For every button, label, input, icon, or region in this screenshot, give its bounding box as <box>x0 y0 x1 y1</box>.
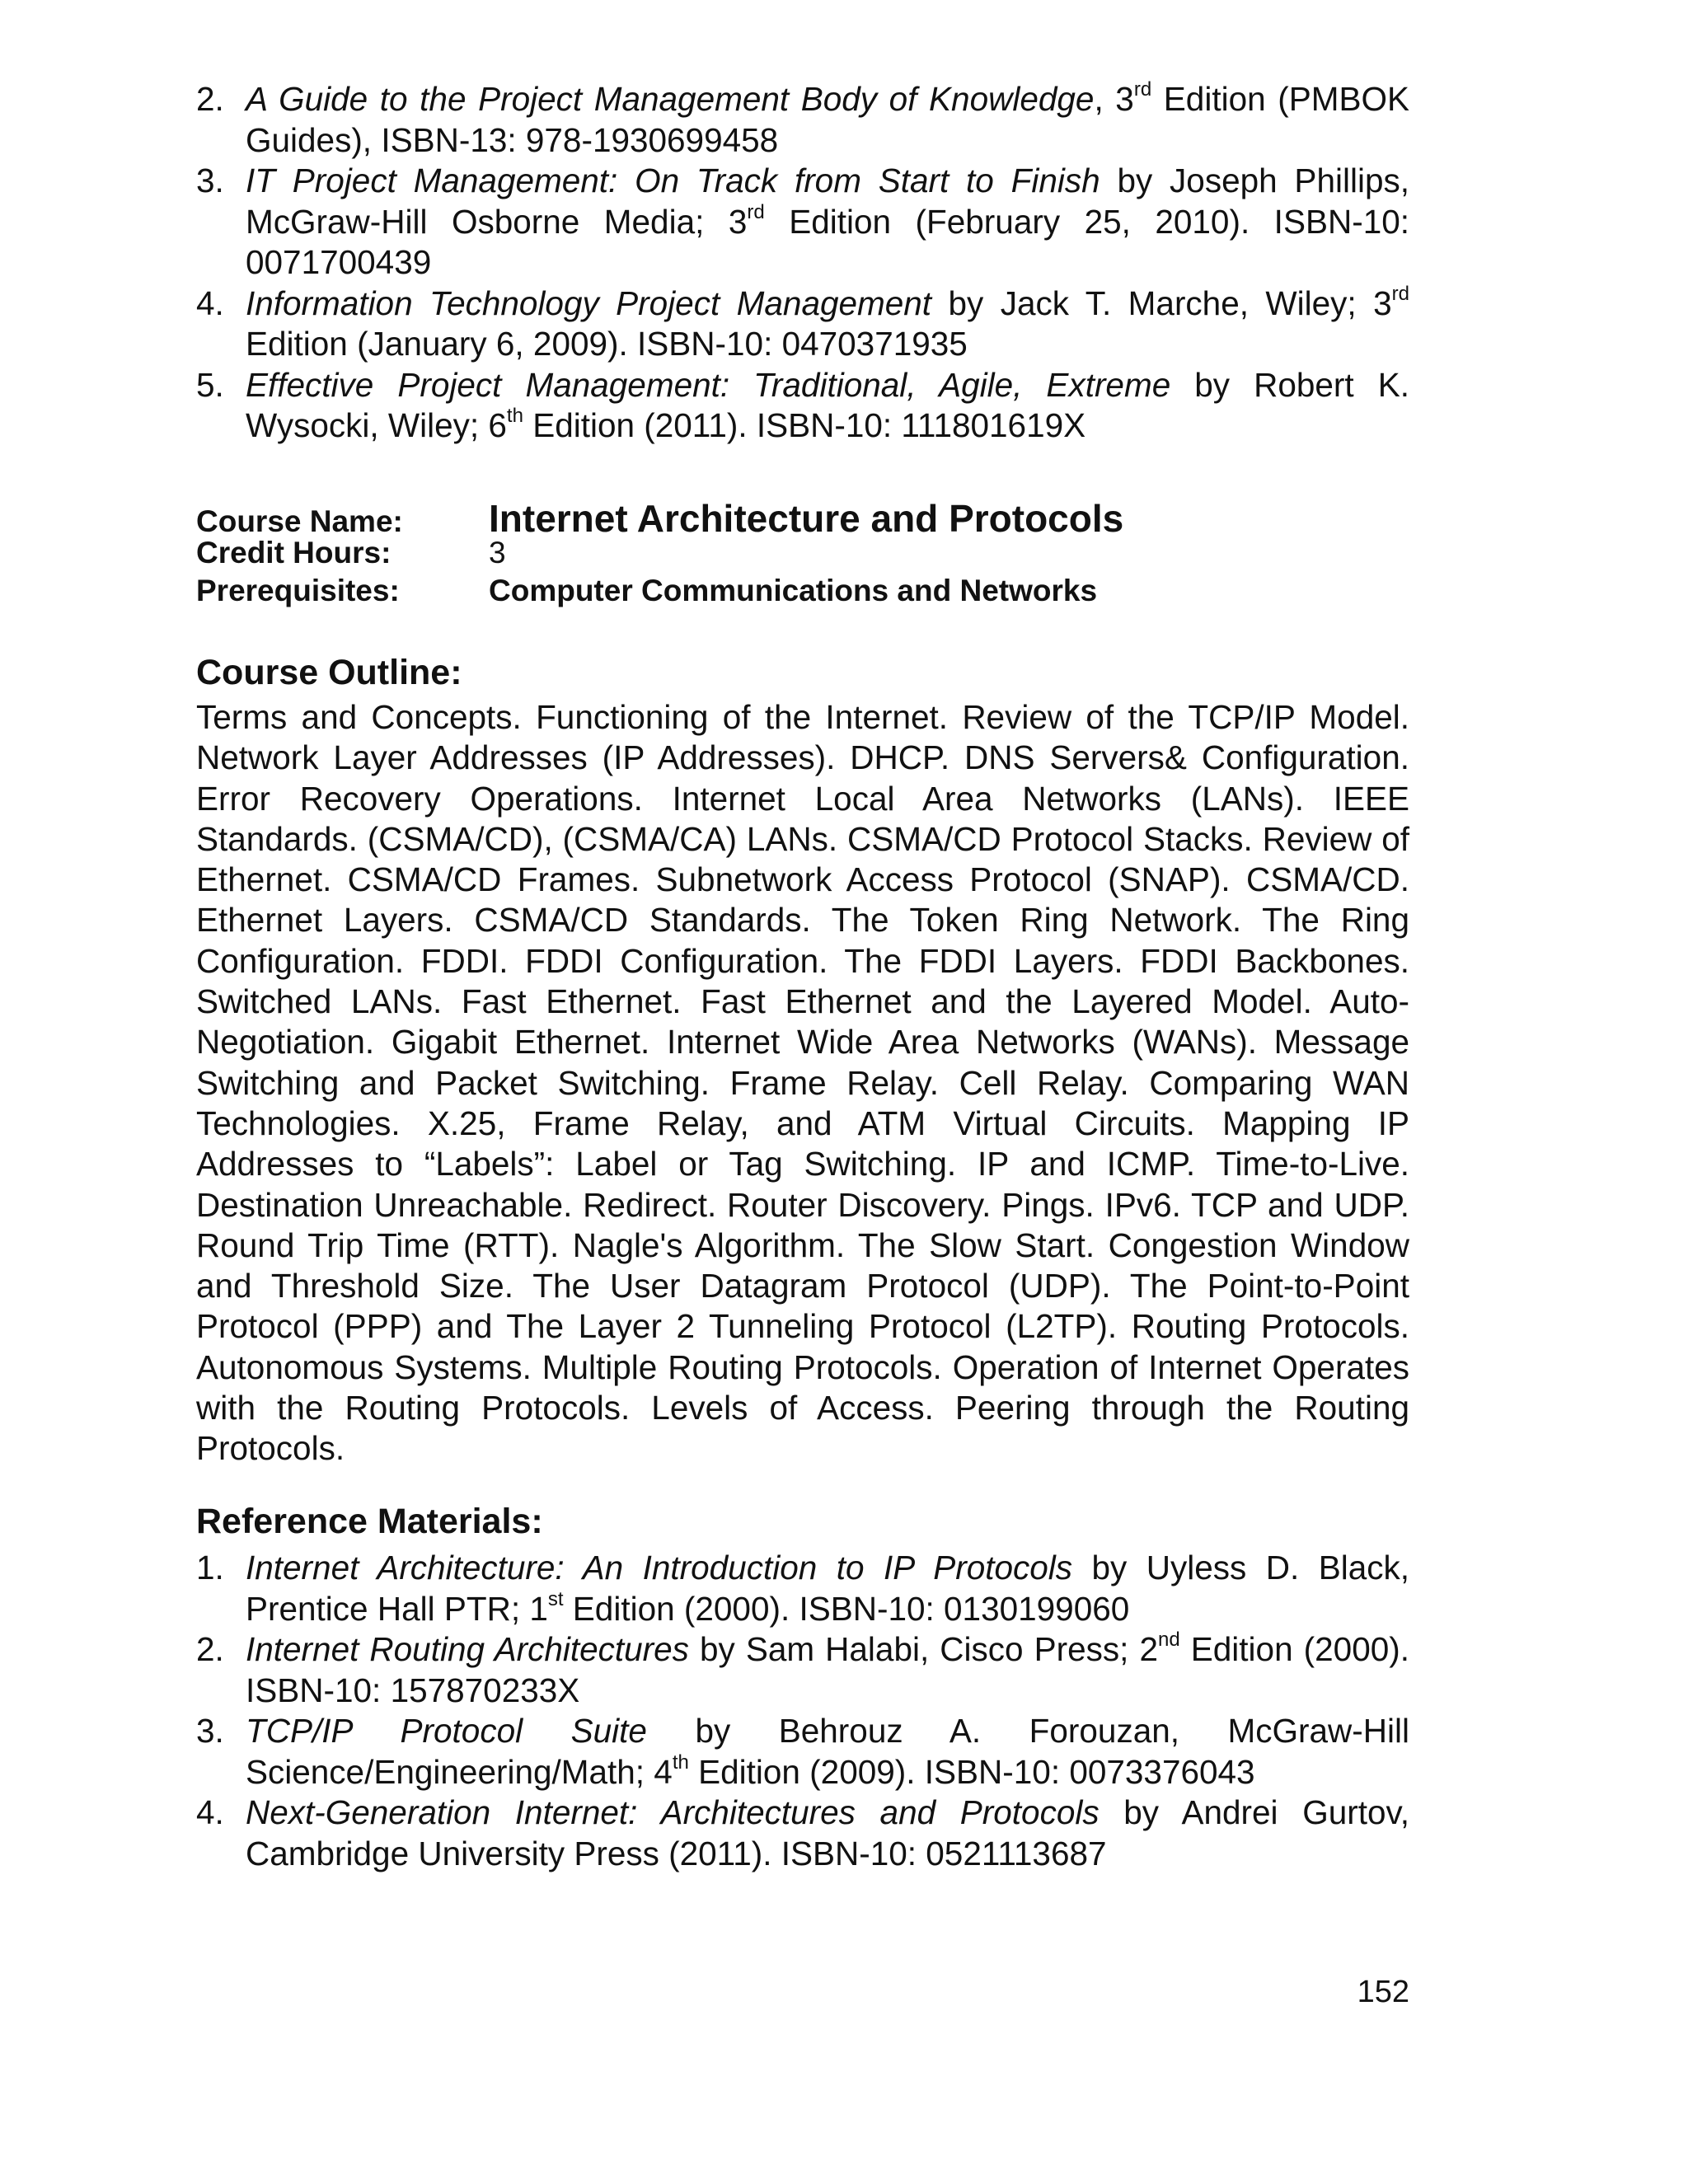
course-name-label: Course Name: <box>196 504 403 538</box>
prerequisites-row <box>196 574 1409 612</box>
reference-text: Effective Project Management: Traditional, Agile, Extreme by Robert K. Wysocki, Wiley; 6th Edition (2011). ISBN-10: 111801619X <box>246 365 1409 444</box>
book-title: Next-Generation Internet: Architectures and Protocols <box>246 1793 1100 1831</box>
prerequisites-label: Prerequisites: <box>196 574 400 607</box>
page-number: 152 <box>1357 1975 1409 2009</box>
reference-item <box>196 161 1409 284</box>
book-title: IT Project Management: On Track from Start to Finish <box>246 162 1100 199</box>
reference-text: A Guide to the Project Management Body of Knowledge, 3rd Edition (PMBOK Guides), ISBN-13: 978-1930699458 <box>246 78 1409 159</box>
book-title: A Guide to the Project Management Body of Knowledge <box>246 80 1095 118</box>
item-number: 4. <box>196 284 224 322</box>
reference-item <box>196 79 1409 161</box>
book-title: Information Technology Project Management <box>246 284 932 322</box>
reference-item <box>196 284 1409 365</box>
item-number: 1. <box>196 1549 224 1586</box>
reference-text: TCP/IP Protocol Suite by Behrouz A. Forouzan, McGraw-Hill Science/Engineering/Math; 4th Edition (2009). ISBN-10: 0073376043 <box>246 1712 1409 1791</box>
reference-text: Internet Routing Architectures by Sam Halabi, Cisco Press; 2nd Edition (2000). ISBN-10: 157870233X <box>246 1629 1409 1709</box>
previous-reference-list <box>196 79 1409 447</box>
credit-hours-label: Credit Hours: <box>196 536 392 569</box>
item-number: 2. <box>196 80 224 118</box>
reference-item <box>196 365 1409 447</box>
credit-hours-value: 3 <box>489 536 506 569</box>
reference-text: Internet Architecture: An Introduction to IP Protocols by Uyless D. Black, Prentice Hall PTR; 1st Edition (2000). ISBN-10: 0130199060 <box>246 1549 1409 1628</box>
prerequisites-value: Computer Communications and Networks <box>489 574 1098 607</box>
reference-item <box>196 1629 1409 1711</box>
item-number: 2. <box>196 1630 224 1668</box>
item-number: 3. <box>196 1712 224 1750</box>
course-info <box>196 496 1409 612</box>
course-name: Internet Architecture and Protocols <box>489 497 1124 540</box>
reference-text: Next-Generation Internet: Architectures and Protocols by Andrei Gurtov, Cambridge University Press (2011). ISBN-10: 0521113687 <box>246 1793 1409 1872</box>
reference-item <box>196 1548 1409 1629</box>
course-outline-text: Terms and Concepts. Functioning of the Internet. Review of the TCP/IP Model. Network Layer Addresses (IP Addresses). DHCP. DNS Servers& Configuration. Error Recovery Operations. Internet Local Area Networks (LANs). IEEE Standards. (CSMA/CD), (CSMA/CA) LANs. CSMA/CD Protocol Stacks. Review of Ethernet. CSMA/CD Frames. Subnetwork Access Protocol (SNAP). CSMA/CD. Ethernet Layers. CSMA/CD Standards. The Token Ring Network. The Ring Configuration. FDDI. FDDI Configuration. The FDDI Layers. FDDI Backbones. Switched LANs. Fast Ethernet. Fast Ethernet and the Layered Model. Auto-Negotiation. Gigabit Ethernet. Internet Wide Area Networks (WANs). Message Switching and Packet Switching. Frame Relay. Cell Relay. Comparing WAN Technologies. X.25, Frame Relay, and ATM Virtual Circuits. Mapping IP Addresses to “Labels”: Label or Tag Switching. IP and ICMP. Time-to-Live. Destination Unreachable. Redirect. Router Discovery. Pings. IPv6. TCP and UDP. Round Trip Time (RTT). Nagle's Algorithm. The Slow Start. Congestion Window and Threshold Size. The User Datagram Protocol (UDP). The Point-to-Point Protocol (PPP) and The Layer 2 Tunneling Protocol (L2TP). Routing Protocols. Autonomous Systems. Multiple Routing Protocols. Operation of Internet Operates with the Routing Protocols. Levels of Access. Peering through the Routing Protocols. <box>196 698 1409 1468</box>
credit-hours-row <box>196 536 1409 574</box>
reference-item <box>196 1711 1409 1793</box>
course-outline-heading: Course Outline: <box>196 653 462 692</box>
reference-materials-list <box>196 1548 1409 1874</box>
item-number: 4. <box>196 1793 224 1831</box>
reference-item <box>196 1793 1409 1874</box>
course-name-row <box>196 496 1409 540</box>
reference-text: Information Technology Project Management by Jack T. Marche, Wiley; 3rd Edition (January 6, 2009). ISBN-10: 0470371935 <box>246 282 1409 363</box>
book-title: Effective Project Management: Traditional, Agile, Extreme <box>246 365 1171 404</box>
item-number: 3. <box>196 162 224 199</box>
book-title: Internet Routing Architectures <box>246 1630 689 1668</box>
book-title: TCP/IP Protocol Suite <box>246 1712 647 1750</box>
reference-materials-heading: Reference Materials: <box>196 1502 543 1541</box>
book-title: Internet Architecture: An Introduction to IP Protocols <box>246 1549 1073 1586</box>
reference-text: IT Project Management: On Track from Start to Finish by Joseph Phillips, McGraw-Hill Osborne Media; 3rd Edition (February 25, 2010). ISBN-10: 0071700439 <box>246 162 1410 281</box>
item-number: 5. <box>196 365 224 404</box>
